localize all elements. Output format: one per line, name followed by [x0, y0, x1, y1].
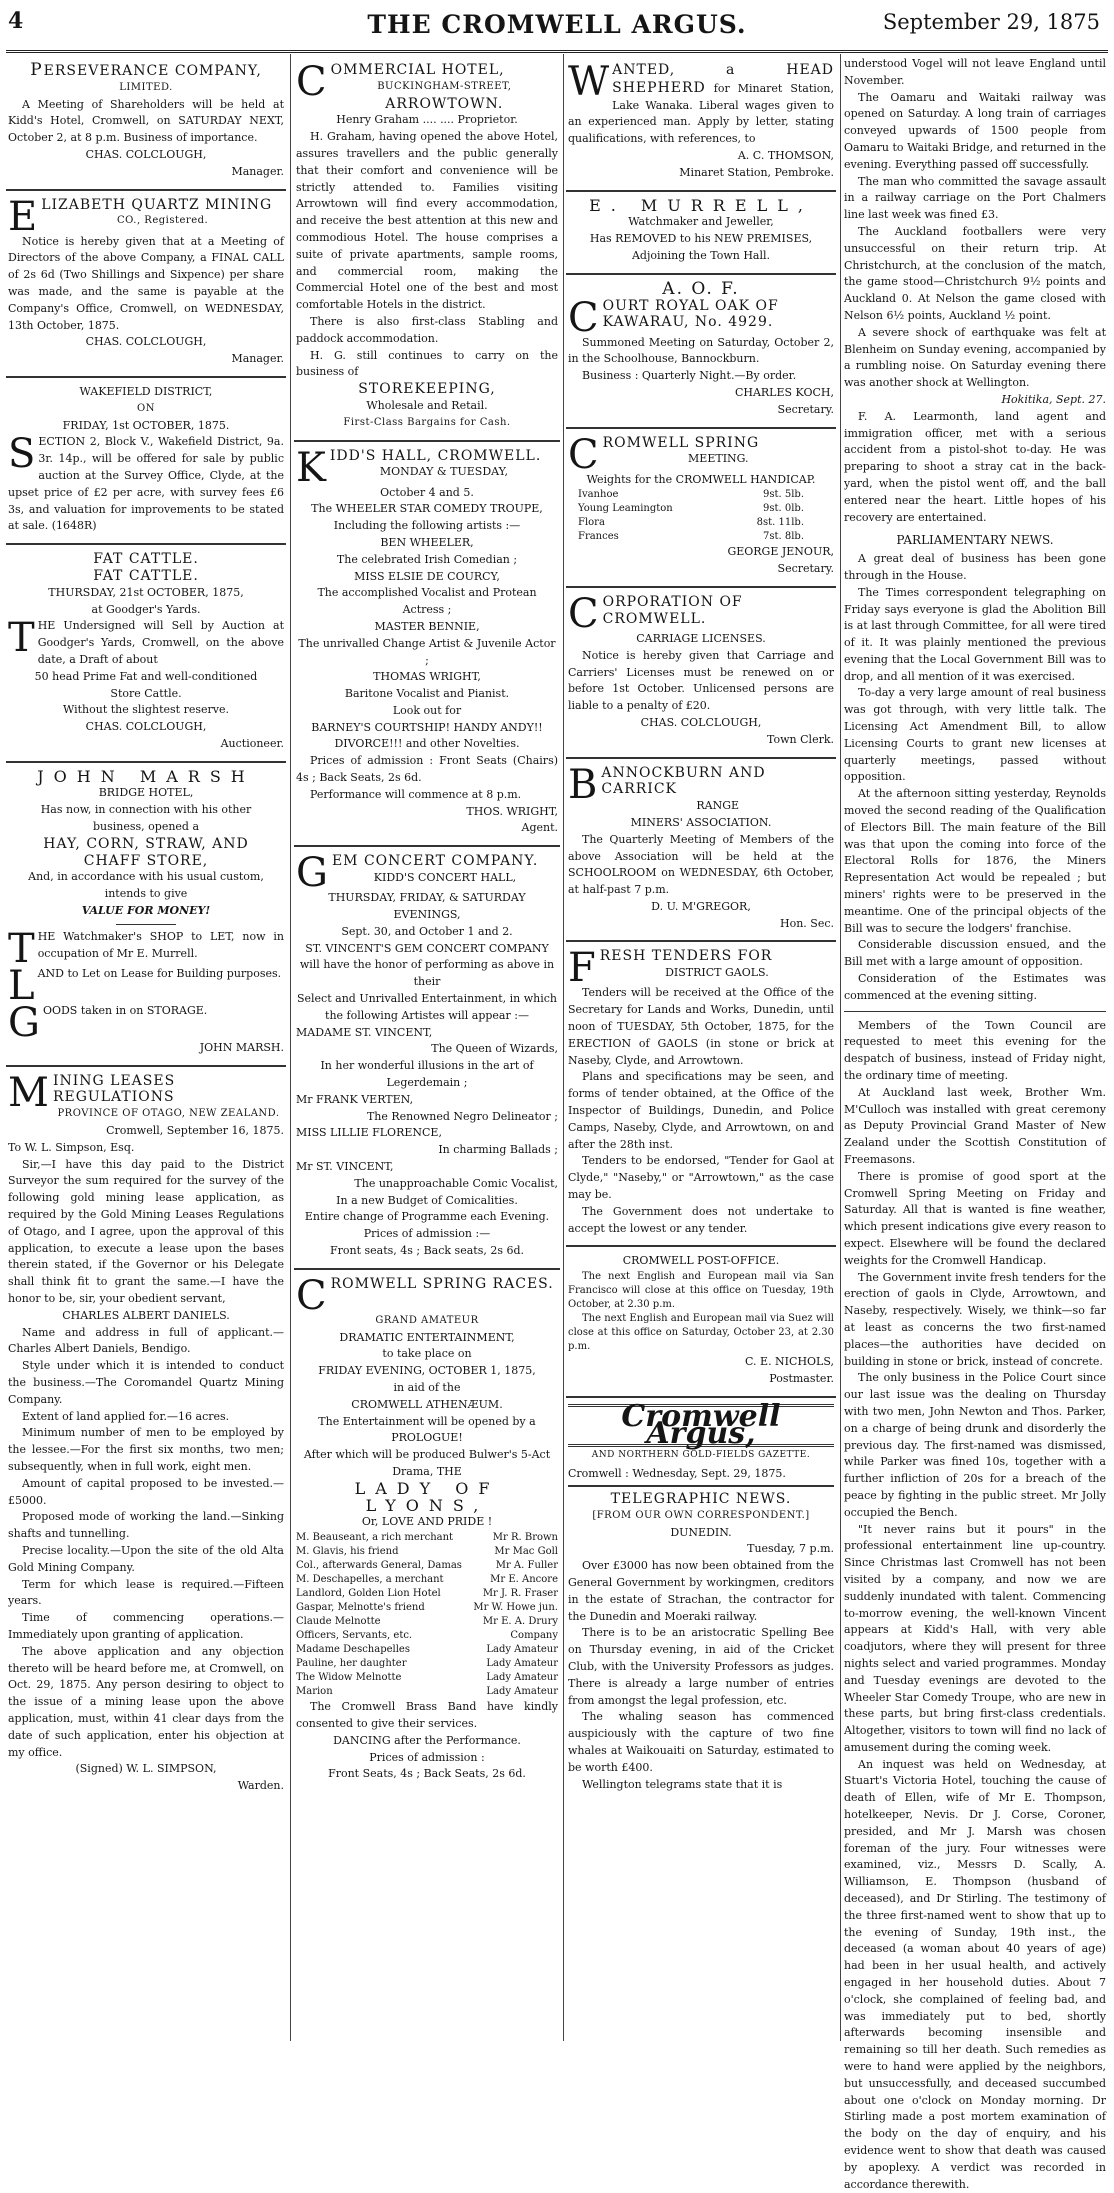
- ad-elizabeth-quartz: [6, 191, 286, 378]
- ad-text: The WHEELER STAR COMEDY TROUPE,: [311, 502, 543, 516]
- ad-body: Name and address in full of applicant.—Charles Albert Daniels, Bendigo.: [8, 1325, 284, 1356]
- ad-role: Minaret Station, Pembroke.: [679, 165, 834, 179]
- news-paragraph: To-day a very large amount of real business was got through, with very little talk. The Licensing Act Amendment Bill, to allow Licensing Courts to grant new licenses at quarterly meetings, passed without opposition.: [844, 686, 1106, 784]
- ad-date: Cromwell, September 16, 1875.: [106, 1124, 284, 1138]
- cast-row: [296, 1657, 558, 1671]
- editorial-dateline: Cromwell : Wednesday, Sept. 29, 1875.: [568, 1464, 834, 1487]
- ad-subtitle: CARRIAGE LICENSES.: [636, 631, 766, 645]
- cast-row: [296, 1559, 558, 1573]
- dateline-time: Tuesday, 7 p.m.: [747, 1542, 834, 1556]
- ad-body: Notice is hereby given that at a Meeting of Directors of the above Company, a FINAL CALL of 2s 6d (Two Shillings and Sixpence) per share was made, and the same is payable at the Company's Office, Cromwell, on WEDNESDAY, 13th October, 1875.: [8, 234, 284, 332]
- dateline: Hokitika, Sept. 27.: [1001, 392, 1106, 406]
- ad-text: Store Cattle.: [110, 686, 182, 700]
- news-paragraph: Consideration of the Estimates was commenced at the evening sitting.: [844, 972, 1106, 1002]
- drop-cap: C: [296, 1272, 328, 1319]
- ad-corporation: [566, 588, 836, 759]
- cast-role: The Widow Melnotte: [296, 1672, 402, 1684]
- artist-desc: Baritone Vocalist and Pianist.: [344, 687, 510, 701]
- ad-text: will have the honor of performing as above in their: [299, 958, 555, 989]
- drop-cap: B: [568, 761, 599, 808]
- cast-role: M. Glavis, his friend: [296, 1546, 399, 1558]
- ad-title: ANNOCKBURN AND CARRICK: [601, 764, 766, 798]
- news-paragraph: The Times correspondent telegraphing on Friday says everyone is glad the Abolition Bill is at last through Committee, for all were tired of it. It was plainly mentioned the previous evening that the Local Government Bill was to drop, and all mention of it was exercised.: [844, 585, 1106, 683]
- ad-title: ANTED, a HEAD SHEPHERD: [612, 62, 834, 96]
- news-paragraph: understood Vogel will not leave England until November.: [844, 57, 1106, 87]
- artist-desc: The Queen of Wizards,: [431, 1042, 558, 1056]
- ad-body: Business : Quarterly Night.—By order.: [582, 369, 797, 383]
- ad-spring-races: [294, 1270, 560, 1791]
- ad-fat-cattle: [6, 545, 286, 763]
- news-paragraph: At the afternoon sitting yesterday, Reynolds moved the second reading of the Qualification of Electors Bill. The main feature of the Bill was that upon the coming into force of the Electoral Rolls for 1876, the Miners Representation Act would be repealed ; but miners' rights were to be preserved in the meantime. One of the principal objects of the Bill was to secure the lodgers' franchise.: [844, 787, 1106, 935]
- cast-role: Claude Melnotte: [296, 1616, 381, 1628]
- news-paragraph: The Oamaru and Waitaki railway was opened on Saturday. A long train of carriages conveyed upwards of 1500 people from Oamaru to Waitaki Bridge, and returned in the evening. Everything passed off successfully.: [844, 90, 1106, 171]
- drop-cap: C: [568, 590, 600, 637]
- ad-mining-leases: [6, 1067, 286, 1803]
- ad-text: BARNEY'S COURTSHIP! HANDY ANDY!! DIVORCE!!! and other Novelties.: [311, 720, 543, 751]
- ad-john-marsh: [6, 763, 286, 1067]
- news-paragraph: At Auckland last week, Brother Wm. M'Culloch was installed with great ceremony as Deputy Provincial Grand Master of New Zealand under the Scottish Constitution of Freemasons.: [844, 1085, 1106, 1166]
- drop-cap: E: [8, 193, 39, 240]
- drop-cap: S: [8, 431, 36, 478]
- ad-body: Extent of land applied for.—16 acres.: [22, 1409, 230, 1423]
- ad-signer: GEORGE JENOUR,: [727, 545, 834, 559]
- cast-actor: Company: [510, 1630, 558, 1642]
- newspaper-title: THE CROMWELL ARGUS.: [367, 10, 747, 39]
- artist-name: MADAME ST. VINCENT,: [296, 1025, 433, 1039]
- ad-body: H. Graham, having opened the above Hotel, assures travellers and the public generally that their comfort and convenience will be strictly attended to. Families visiting Arrowtown will find every accommodation, and receive the best attention at this new and commodious Hotel. The house comprises a suite of private apartments, sample rooms, and commercial room, making the Commercial Hotel one of the best and most comfortable Hotels in the district.: [296, 130, 558, 312]
- handicap-row: [578, 502, 804, 516]
- ad-signer: C. E. NICHOLS,: [745, 1355, 834, 1369]
- cast-row: [296, 1531, 558, 1545]
- ad-body: Style under which it is intended to conduct the business.—The Coromandel Quartz Mining Company.: [8, 1359, 284, 1406]
- ad-title: WAKEFIELD DISTRICT,: [79, 384, 213, 398]
- handicap-row: [578, 488, 804, 502]
- cast-actor: Mr Mac Goll: [494, 1546, 558, 1558]
- ad-title: JOHN MARSH: [37, 766, 255, 786]
- artist-name: MASTER BENNIE,: [374, 619, 480, 633]
- ad-date: EVENINGS,: [393, 908, 461, 922]
- ad-text: BUCKINGHAM-STREET,: [377, 80, 512, 92]
- ad-body: ECTION 2, Block V., Wakefield District, 9a. 3r. 14p., will be offered for sale by public auction at the Survey Office, Clyde, at the upset price of £2 per acre, with survey fees £6 3s, and valuation for improvements to be stated at sale. (1648R): [8, 435, 284, 533]
- ad-text: To W. L. Simpson, Esq.: [8, 1140, 135, 1154]
- ad-role: Manager.: [231, 352, 284, 366]
- ad-perseverance: [6, 56, 286, 191]
- ad-signer: JOHN MARSH.: [199, 1040, 284, 1054]
- editorial-masthead-subtitle: AND NORTHERN GOLD-FIELDS GAZETTE.: [591, 1450, 811, 1461]
- drop-cap: M: [8, 1069, 50, 1116]
- ad-body: Term for which lease is required.—Fifteen years.: [8, 1577, 284, 1608]
- ad-text: ST. VINCENT'S GEM CONCERT COMPANY: [305, 941, 549, 955]
- cast-actor: Mr W. Howe jun.: [473, 1602, 558, 1614]
- ad-head-shepherd: [566, 56, 836, 192]
- drop-cap: C: [568, 294, 600, 341]
- ad-body: for Minaret Station, Lake Wanaka. Liberal wages given to an experienced man. Apply by letter, stating qualifications, with references, to: [568, 81, 835, 146]
- cast-list: [296, 1531, 558, 1699]
- ad-fresh-tenders: [566, 942, 836, 1247]
- ad-signer: THOS. WRIGHT,: [466, 804, 558, 818]
- cast-actor: Mr A. Fuller: [495, 1560, 558, 1572]
- masthead: [0, 0, 1114, 50]
- artist-desc: In charming Ballads ;: [438, 1143, 558, 1157]
- ad-post-office: [566, 1247, 836, 1397]
- dateline-place: DUNEDIN.: [670, 1525, 732, 1539]
- ad-body: OODS taken in on STORAGE.: [42, 1003, 208, 1017]
- ad-title: E. MURRELL,: [589, 195, 813, 215]
- ad-title: CROMWELL POST-OFFICE.: [622, 1254, 780, 1268]
- ad-text: in aid of the: [393, 1380, 461, 1394]
- ad-subtitle: MINERS' ASSOCIATION.: [630, 815, 772, 829]
- ad-signer: CHARLES KOCH,: [734, 385, 834, 399]
- drop-cap: G: [8, 999, 40, 1046]
- column-divider: [563, 54, 564, 2041]
- ad-text: Weights for the CROMWELL HANDICAP.: [586, 472, 816, 486]
- ad-role: Secretary.: [777, 562, 834, 576]
- news-paragraph: Members of the Town Council are requested to meet this evening for the despatch of business, instead of Friday night, the ordinary time of meeting.: [844, 1018, 1106, 1083]
- ad-text: Without the slightest reserve.: [63, 703, 229, 717]
- drop-cap: K: [296, 444, 327, 491]
- ad-date: FRIDAY, 1st OCTOBER, 1875.: [62, 418, 230, 432]
- column-divider: [840, 54, 841, 2041]
- cast-role: Landlord, Golden Lion Hotel: [296, 1588, 441, 1600]
- section-heading: PARLIAMENTARY NEWS.: [896, 533, 1054, 548]
- ad-body: The Quarterly Meeting of Members of the above Association will be held at the SCHOOLROOM on WEDNESDAY, 6th October, at half-past 7 p.m.: [568, 832, 834, 897]
- horse-weight: 8st. 11lb.: [756, 517, 804, 529]
- cast-actor: Mr E. Ancore: [490, 1574, 558, 1586]
- ad-gem-concert: [294, 847, 560, 1270]
- ad-body: AND to Let on Lease for Building purposes.: [37, 966, 282, 980]
- ad-title: IDD'S HALL, CROMWELL.: [329, 447, 542, 464]
- artist-name: Mr FRANK VERTEN,: [296, 1092, 414, 1106]
- artist-desc: In a new Budget of Comicalities.: [336, 1193, 518, 1207]
- cast-actor: Lady Amateur: [486, 1686, 558, 1698]
- divider: [116, 924, 176, 925]
- ad-role: Auctioneer.: [220, 736, 284, 750]
- page-number: 4: [8, 8, 24, 34]
- section-subheading: [FROM OUR OWN CORRESPONDENT.]: [592, 1509, 810, 1521]
- cast-role: M. Beauseant, a rich merchant: [296, 1532, 454, 1544]
- ad-body: A Meeting of Shareholders will be held at Kidd's Hotel, Cromwell, on SATURDAY NEXT, October 2, at 8 p.m. Business of importance.: [8, 97, 284, 145]
- horse-weight: 7st. 8lb.: [762, 531, 804, 543]
- ad-text: Prices of admission :: [369, 1750, 485, 1764]
- ad-text: Prices of admission :—: [363, 1227, 491, 1241]
- ad-text: Has now, in connection with his other: [40, 803, 252, 817]
- cast-row: [296, 1601, 558, 1615]
- news-paragraph: There is to be an aristocratic Spelling Bee on Thursday evening, in aid of the Cricket Club, with the University Professors as judges. There is already a large number of entries from amongst the legal profession, etc.: [568, 1626, 834, 1707]
- ad-text: CHAFF STORE,: [83, 852, 209, 869]
- column-2: [294, 56, 560, 2039]
- ad-text: KIDD'S CONCERT HALL,: [373, 871, 517, 885]
- ad-signer: D. U. M'GREGOR,: [651, 899, 751, 913]
- news-paragraph: A severe shock of earthquake was felt at Blenheim on Sunday evening, accompanied by a rumbling noise. On Saturday evening there was another shock at Wellington.: [844, 325, 1106, 390]
- news-paragraph: F. A. Learmonth, land agent and immigration officer, met with a serious accident from a pistol-shot to-day. He was preparing to shoot a stray cat in the back-yard, when the pistol went off, and the ball entered near the heart. Little hopes of his recovery are entertained.: [844, 409, 1106, 524]
- ad-body: Tenders to be endorsed, "Tender for Gaol at Clyde," "Naseby," or "Arrowtown," as the case may be.: [568, 1154, 834, 1202]
- ad-text: business, opened a: [92, 820, 200, 834]
- column-divider: [290, 54, 291, 2041]
- ad-subtitle: FAT CATTLE.: [93, 567, 199, 584]
- ad-text: CROMWELL ATHENÆUM.: [351, 1397, 503, 1411]
- horse-weight: 9st. 5lb.: [762, 489, 804, 501]
- artist-name: MISS LILLIE FLORENCE,: [296, 1126, 442, 1140]
- ad-text: ON: [137, 402, 155, 414]
- ad-title: ROMWELL SPRING RACES.: [330, 1275, 554, 1292]
- editorial-masthead-title: Cromwell Argus,: [568, 1404, 834, 1448]
- ad-subtitle: CO., Registered.: [117, 215, 209, 227]
- news-paragraph: Considerable discussion ensued, and the Bill met with a large amount of opposition.: [844, 938, 1106, 969]
- ad-text: 50 head Prime Fat and well-conditioned: [34, 669, 258, 683]
- ad-text: VALUE FOR MONEY!: [81, 904, 211, 918]
- artist-name: Mr ST. VINCENT,: [296, 1160, 394, 1174]
- cast-row: [296, 1615, 558, 1629]
- drop-cap: T: [8, 615, 35, 662]
- cast-role: M. Deschapelles, a merchant: [296, 1574, 444, 1586]
- ad-text: GRAND AMATEUR: [375, 1314, 479, 1326]
- cast-actor: Mr J. R. Fraser: [482, 1588, 558, 1600]
- ad-body: Plans and specifications may be seen, and forms of tender obtained, at the Office of the Inspector of Buildings, Dunedin, and Police Camps, Naseby, Clyde, and Arrowtown, on and after the 28th inst.: [568, 1070, 834, 1151]
- ad-text: ARROWTOWN.: [385, 95, 504, 112]
- ad-place: at Goodger's Yards.: [91, 602, 201, 616]
- ad-text: Entire change of Programme each Evening.: [304, 1210, 550, 1224]
- ad-title: ROMWELL SPRING: [602, 434, 760, 451]
- ad-body: The next English and European mail via San Francisco will close at this office on Tuesday, 19th October, at 2.30 p.m.: [568, 1271, 834, 1311]
- ad-body: Tenders will be received at the Office of the Secretary for Lands and Works, Dunedin, until noon of TUESDAY, 5th October, 1875, for the ERECTION of GAOLS (in stone or brick at Naseby, Clyde, and Arrowtown.: [568, 986, 834, 1067]
- artist-desc: The unapproachable Comic Vocalist,: [354, 1176, 558, 1190]
- cast-role: Gaspar, Melnotte's friend: [296, 1602, 425, 1614]
- ad-body: Proposed mode of working the land.—Sinking shafts and tunnelling.: [8, 1510, 284, 1541]
- drop-cap: W: [568, 59, 610, 105]
- horse-weight: 9st. 0lb.: [762, 503, 804, 515]
- ad-title: INING LEASES REGULATIONS: [52, 1072, 176, 1106]
- ad-text: And, in accordance with his usual custom,: [28, 870, 264, 884]
- ad-text: Wholesale and Retail.: [366, 398, 488, 412]
- ad-body: The above application and any objection thereto will be heard before me, at Cromwell, on Oct. 29, 1875. Any person desiring to object to the issue of a mining lease upon the above application, must, within 41 clear days from the date of such application, enter his objection at my office.: [8, 1644, 284, 1759]
- column-4: [844, 56, 1106, 2191]
- ad-body: Precise locality.—Upon the site of the old Alta Gold Mining Company.: [8, 1543, 284, 1574]
- ad-role: Warden.: [237, 1779, 284, 1793]
- news-paragraph: A great deal of business has been gone through in the House.: [844, 552, 1106, 582]
- ad-body: Performance will commence at 8 p.m.: [310, 787, 522, 801]
- artist-desc: In her wonderful illusions in the art of Legerdemain ;: [320, 1059, 534, 1090]
- ad-text: Including the following artists :—: [333, 519, 521, 533]
- ad-wakefield: [6, 378, 286, 545]
- ad-body: HE Watchmaker's SHOP to LET, now in occupation of Mr E. Murrell.: [37, 929, 284, 960]
- news-paragraph: The man who committed the savage assault in a railway carriage on the Port Chalmers line last week was fined £3.: [844, 174, 1106, 222]
- news-paragraph: "It never rains but it pours" in the professional entertainment line up-country. Since Christmas last Cromwell has not been visited by a company, and now we are suddenly inundated with talent. Commencing to-morrow evening, the well-known Vincent appears at Kidd's Hall, with very able coadjutors, where they will present for three nights select and varied programmes. Monday and Tuesday evenings are devoted to the Wheeler Star Comedy Troupe, who are new in these parts, but bring first-class credentials. Altogether, visitors to town will find no lack of amusement during the coming week.: [844, 1522, 1106, 1754]
- ad-body: The Government does not undertake to accept the lowest or any tender.: [568, 1204, 834, 1235]
- ad-role: Agent.: [521, 821, 558, 835]
- ad-body: Notice is hereby given that Carriage and Carriers' Licenses must be renewed on or before 1st October. Unlicensed persons are liable to a penalty of £20.: [568, 648, 834, 713]
- ad-text: After which will be produced Bulwer's 5-Act Drama, THE: [303, 1448, 551, 1478]
- telegraphic-news: [566, 1487, 836, 1797]
- cast-actor: Mr E. A. Drury: [482, 1616, 558, 1628]
- cast-actor: Lady Amateur: [486, 1658, 558, 1670]
- ad-title: OURT ROYAL OAK OF KAWARAU, No. 4929.: [602, 297, 779, 331]
- artist-desc: The unrivalled Change Artist & Juvenile Actor ;: [298, 636, 556, 667]
- ad-body: H. G. still continues to carry on the business of: [296, 348, 558, 379]
- editorial-masthead: [566, 1398, 836, 1487]
- ad-text: Select and Unrivalled Entertainment, in which the following Artistes will appear :—: [296, 992, 557, 1022]
- cast-role: Col., afterwards General, Damas: [296, 1560, 462, 1572]
- ad-body: Summoned Meeting on Saturday, October 2, in the Schoolhouse, Bannockburn.: [568, 335, 834, 366]
- ad-title: ORPORATION OF CROMWELL.: [602, 593, 743, 627]
- ad-role: Hon. Sec.: [780, 916, 834, 930]
- ad-role: Secretary.: [777, 402, 834, 416]
- drop-cap: T: [8, 925, 35, 972]
- cast-role: Madame Deschapelles: [296, 1644, 410, 1656]
- artist-desc: The celebrated Irish Comedian ;: [336, 552, 518, 566]
- ad-text: The Entertainment will be opened by a: [318, 1414, 536, 1428]
- handicap-row: [578, 530, 804, 544]
- play-subtitle: Or, LOVE AND PRIDE !: [361, 1515, 493, 1529]
- news-paragraph: Wellington telegrams state that it is: [582, 1777, 783, 1791]
- ad-body: Time of commencing operations.—Immediately upon granting of application.: [8, 1611, 284, 1641]
- ad-title: PERSEVERANCE COMPANY,: [30, 60, 262, 80]
- ad-body: Amount of capital proposed to be invested.—£5000.: [8, 1476, 284, 1507]
- play-title: LADY OF LYONS,: [354, 1478, 500, 1515]
- ad-kidds-hall: [294, 442, 560, 848]
- cast-row: [296, 1643, 558, 1657]
- ad-commercial-hotel: [294, 56, 560, 442]
- ad-text: DRAMATIC ENTERTAINMENT,: [339, 1330, 515, 1344]
- horse-name: Young Leamington: [578, 503, 673, 515]
- ad-signer: CHAS. COLCLOUGH,: [85, 147, 207, 161]
- ad-text: First-Class Bargains for Cash.: [343, 416, 511, 428]
- artist-name: BEN WHEELER,: [380, 535, 474, 549]
- ad-title: EM CONCERT COMPANY.: [331, 853, 539, 870]
- artist-name: MISS ELSIE DE COURCY,: [354, 569, 500, 583]
- ad-text: to take place on: [382, 1347, 472, 1361]
- cast-row: [296, 1685, 558, 1699]
- masthead-rule: [6, 50, 1108, 53]
- cast-actor: Lady Amateur: [486, 1644, 558, 1656]
- ad-murrell: [566, 192, 836, 275]
- ad-subtitle: MEETING.: [688, 452, 749, 466]
- artist-name: THOMAS WRIGHT,: [373, 670, 481, 684]
- cast-row: [296, 1629, 558, 1643]
- ad-text: PROLOGUE!: [391, 1431, 463, 1445]
- ad-text: intends to give: [104, 887, 188, 901]
- ad-text: Front Seats, 4s ; Back Seats, 2s 6d.: [328, 1767, 526, 1781]
- horse-name: Frances: [578, 531, 619, 543]
- ad-signer: CHAS. COLCLOUGH,: [85, 335, 207, 349]
- ad-heading: A. O. F.: [662, 278, 740, 299]
- ad-subtitle: PROVINCE OF OTAGO, NEW ZEALAND.: [57, 1108, 280, 1120]
- ad-text: Front seats, 4s ; Back seats, 2s 6d.: [329, 1244, 525, 1257]
- drop-cap: F: [568, 945, 597, 992]
- column-3: [566, 56, 836, 2039]
- ad-role: Manager.: [231, 164, 284, 178]
- ad-date: FRIDAY EVENING, OCTOBER 1, 1875,: [318, 1364, 536, 1378]
- news-paragraph: The whaling season has commenced auspiciously with the capture of two fine whales at Waikouaiti on Saturday, estimated to be worth £400.: [568, 1710, 834, 1774]
- drop-cap: C: [568, 431, 600, 478]
- ad-role: Postmaster.: [769, 1372, 834, 1386]
- ad-subtitle: LIMITED.: [119, 81, 173, 93]
- cast-role: Marion: [296, 1686, 333, 1698]
- ad-signer: CHARLES ALBERT DANIELS.: [62, 1308, 230, 1322]
- cast-row: [296, 1573, 558, 1587]
- ad-body: The next English and European mail via Suez will close at this office on Saturday, October 23, at 2.30 p.m.: [568, 1313, 834, 1353]
- ad-date: THURSDAY, 21st OCTOBER, 1875,: [48, 585, 244, 599]
- ad-subtitle: RANGE: [696, 799, 740, 813]
- ad-subtitle: DISTRICT GAOLS.: [665, 966, 769, 980]
- divider: [844, 1011, 1106, 1012]
- news-paragraph: Over £3000 has now been obtained from the General Government by workingmen, creditors in the estate of Strachan, the contractor for the Dunedin and Moeraki railway.: [568, 1559, 834, 1623]
- ad-body: Minimum number of men to be employed by the lessee.—For the first six months, two men; subsequently, when in full work, eight men.: [8, 1426, 284, 1473]
- ad-spring-meeting: [566, 429, 836, 588]
- ad-signer: A. C. THOMSON,: [737, 148, 834, 162]
- cast-actor: Mr R. Brown: [492, 1532, 558, 1544]
- ad-title: RESH TENDERS FOR: [599, 948, 773, 965]
- section-heading: TELEGRAPHIC NEWS.: [610, 1491, 792, 1508]
- ad-title: LIZABETH QUARTZ MINING: [41, 196, 273, 213]
- cast-row: [296, 1587, 558, 1601]
- ad-court-royal-oak: [566, 275, 836, 429]
- cast-row: [296, 1671, 558, 1685]
- ad-signer: CHAS. COLCLOUGH,: [85, 720, 207, 734]
- drop-cap: L: [8, 962, 35, 1009]
- issue-date: September 29, 1875: [882, 10, 1100, 34]
- handicap-weights: [568, 488, 834, 544]
- ad-body: Prices of admission : Front Seats (Chairs) 4s ; Back Seats, 2s 6d.: [296, 754, 558, 785]
- ad-date: MONDAY & TUESDAY,: [379, 465, 508, 479]
- ad-text: Henry Graham .... .... Proprietor.: [336, 113, 518, 127]
- artist-desc: The Renowned Negro Delineator ;: [366, 1109, 558, 1123]
- cast-row: [296, 1545, 558, 1559]
- ad-text: Look out for: [392, 703, 462, 717]
- ad-text: Adjoining the Town Hall.: [631, 248, 771, 262]
- news-paragraph: The only business in the Police Court since our last issue was the dealing on Thursday with two men, John Newton and Thos. Parker, on a charge of being drunk and disorderly the previous day. The first-named was dismissed, while Parker was fined 10s, together with a further infliction of 20s for a breach of the peace by fighting in the public street. Mr Jolly occupied the Bench.: [844, 1371, 1106, 1519]
- ad-body: HE Undersigned will Sell by Auction at Goodger's Yards, Cromwell, on the above date, a Draft of about: [37, 619, 284, 666]
- ad-signer: CHAS. COLCLOUGH,: [640, 715, 762, 729]
- news-paragraph: The Auckland footballers were very unsuccessful on their return trip. At Christchurch, at the conclusion of the match, the game stood—Christchurch 9½ points and Auckland 0. At Nelson the game closed with Nelson 6½ points, Auckland ½ point.: [844, 224, 1106, 322]
- artist-desc: The accomplished Vocalist and Protean Actress ;: [317, 586, 537, 617]
- ad-role: Town Clerk.: [767, 732, 834, 746]
- news-paragraph: An inquest was held on Wednesday, at Stuart's Victoria Hotel, touching the cause of death of Ellen, wife of Mr E. Thompson, hotelkeeper, Nevis. Dr J. Corse, Coroner, presided, and Mr J. Marsh was chosen foreman of the jury. Four witnesses were examined, viz., Messrs D. Scally, A. Williamson, E. Thompson (husband of deceased), and Dr Stirling. The testimony of the three first-named went to show that up to the evening of Sunday, 19th inst., the deceased (a woman about 40 years of age) had been in her usual health, and actively engaged in her household duties. About 7 o'clock, she complained of feeling bad, and was immediately put to bed, shortly afterwards becoming insensible and remaining so till her death. Such remedies as were to hand were applied by the neighbors, but unsuccessfully, and deceased succumbed about one o'clock on Monday morning. Dr Stirling made a post mortem examination of the body on the day of enquiry, and his evidence went to show that death was caused by apoplexy. A verdict was recorded in accordance therewith.: [844, 1757, 1106, 2191]
- drop-cap: G: [296, 850, 329, 897]
- cast-role: Officers, Servants, etc.: [296, 1630, 413, 1642]
- ad-date: Sept. 30, and October 1 and 2.: [341, 924, 513, 938]
- ad-title: OMMERCIAL HOTEL,: [330, 62, 505, 78]
- ad-body: Sir,—I have this day paid to the District Surveyor the sum required for the survey of the following gold mining lease application, as required by the Gold Mining Leases Regulations of Otago, and I agree, upon the approval of this application, to execute a lease upon the bases therein stated, if the Governor or his Delegate shall think fit to grant the same.—I have the honor to be, sir, your obedient servant,: [8, 1157, 284, 1306]
- handicap-row: [578, 516, 804, 530]
- news-paragraph: The Government invite fresh tenders for the erection of gaols in Clyde, Arrowtown, and Naseby, respectively. Wisely, we think—so far at least as concerns the two first-named places—the authorities have decided on building in stone or brick, instead of concrete.: [844, 1270, 1106, 1368]
- cast-role: Pauline, her daughter: [296, 1658, 407, 1670]
- column-1: [6, 56, 286, 2039]
- drop-cap: C: [296, 59, 328, 105]
- ad-subtitle: BRIDGE HOTEL,: [98, 786, 194, 800]
- ad-date: October 4 and 5.: [380, 485, 474, 499]
- ad-text: DANCING after the Performance.: [333, 1733, 521, 1747]
- ad-subtitle: Watchmaker and Jeweller,: [628, 215, 774, 229]
- cast-actor: Lady Amateur: [486, 1672, 558, 1684]
- news-paragraph: There is promise of good sport at the Cromwell Spring Meeting on Friday and Saturday. All that is wanted is fine weather, which present indications give every reason to expect. Elsewhere will be found the declared weights for the Cromwell Handicap.: [844, 1169, 1106, 1267]
- horse-name: Flora: [578, 517, 605, 529]
- ad-signer: (Signed) W. L. SIMPSON,: [75, 1762, 217, 1776]
- ad-body: The Cromwell Brass Band have kindly consented to give their services.: [296, 1700, 558, 1730]
- ad-body: There is also first-class Stabling and paddock accommodation.: [296, 314, 558, 345]
- ad-title: FAT CATTLE.: [93, 551, 199, 568]
- ad-bannockburn: [566, 759, 836, 943]
- ad-text: STOREKEEPING,: [358, 381, 496, 398]
- ad-text: HAY, CORN, STRAW, AND: [43, 835, 249, 852]
- ad-text: Has REMOVED to his NEW PREMISES,: [589, 232, 813, 246]
- horse-name: Ivanhoe: [578, 489, 619, 501]
- ad-date: THURSDAY, FRIDAY, & SATURDAY: [328, 891, 526, 905]
